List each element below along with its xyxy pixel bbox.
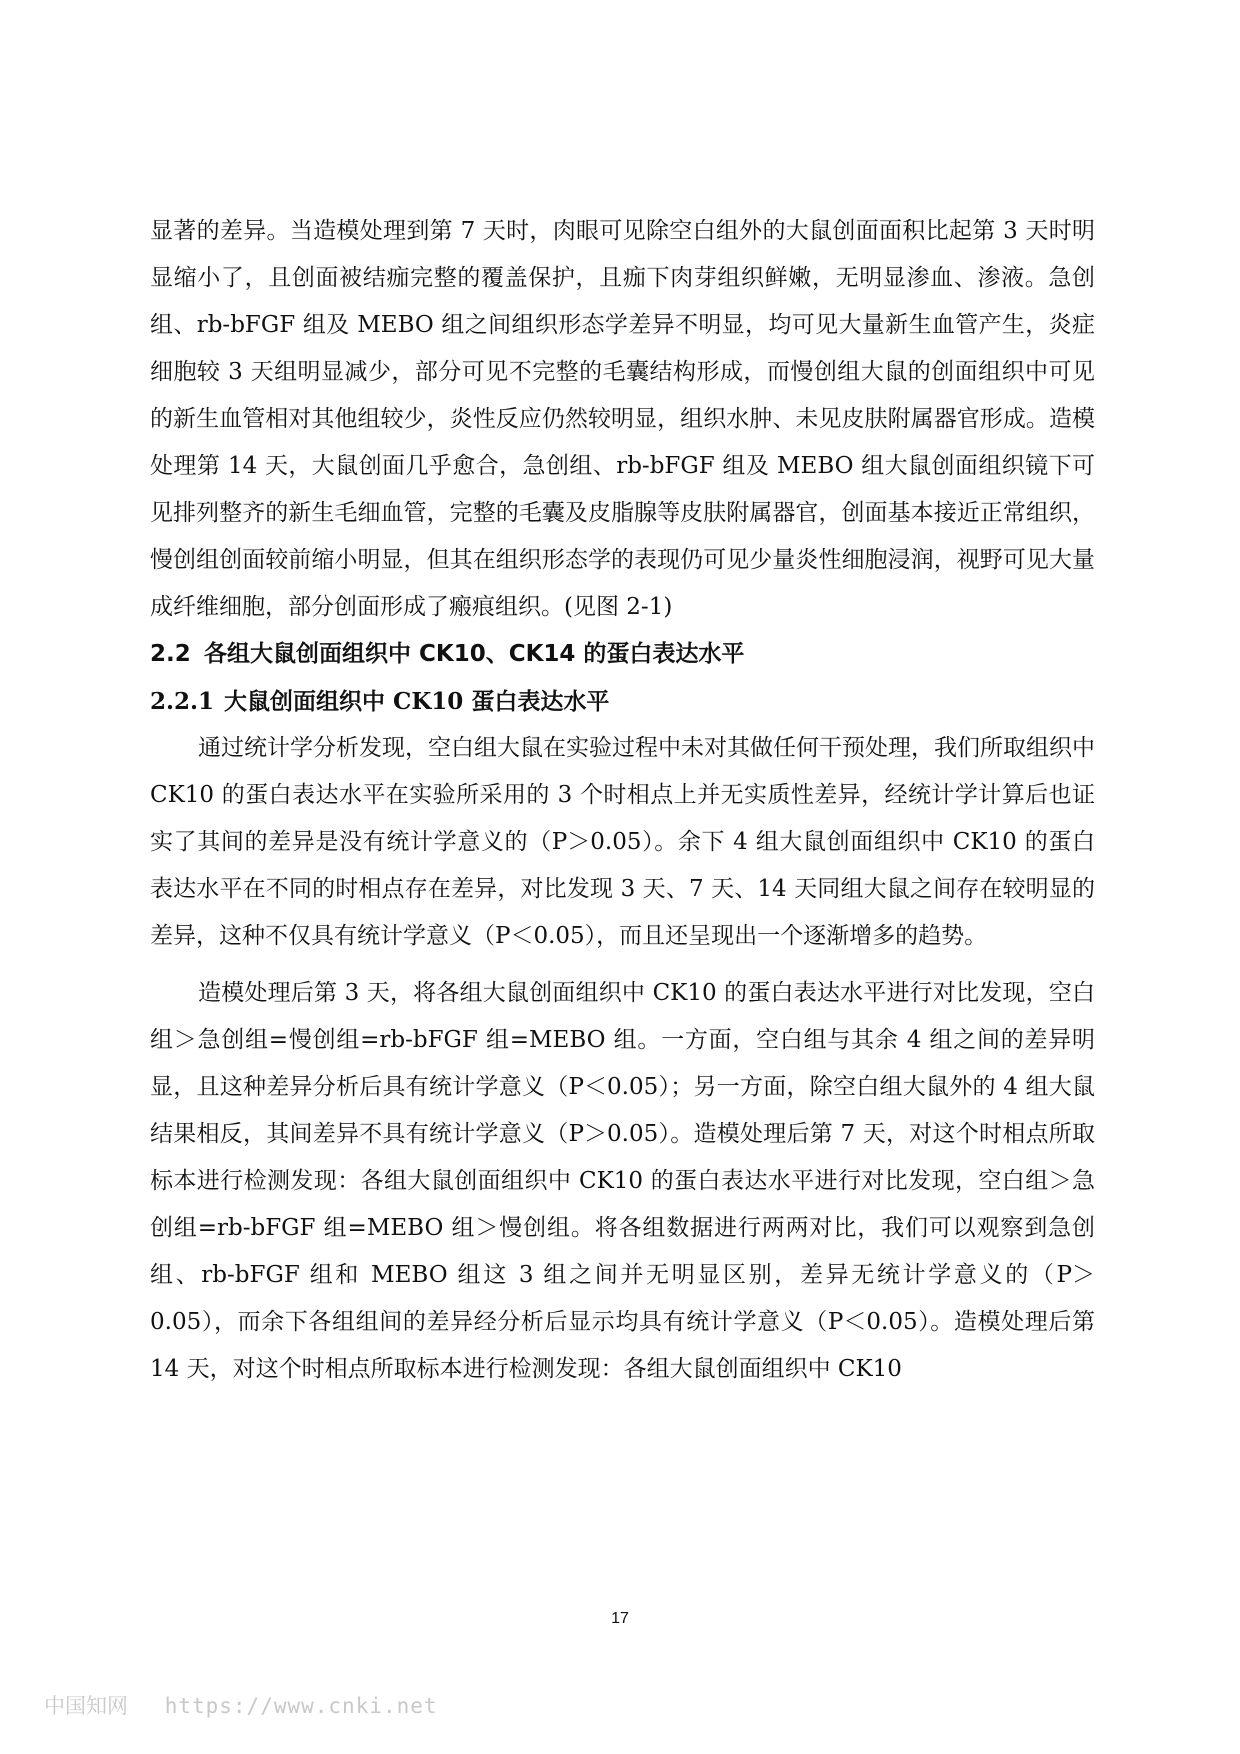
cnki-watermark <box>44 1690 438 1720</box>
paragraph-statistics: 通过统计学分析发现，空白组大鼠在实验过程中未对其做任何干预处理，我们所取组织中 CK10 的蛋白表达水平在实验所采用的 3 个时相点上并无实质性差异，经统计学计算后也证实了其间的差异是没有统计学意义的（P＞0.05）。余下 4 组大鼠创面组织中 CK10 的蛋白表达水平在不同的时相点存在差异，对比发现 3 天、7 天、14 天同组大鼠之间存在较明显的差异，这种不仅具有统计学意义（P＜0.05），而且还呈现出一个逐渐增多的趋势。 <box>150 735 1095 949</box>
section-number: 2.2 <box>150 641 191 667</box>
section-title: 各组大鼠创面组织中 CK10、CK14 的蛋白表达水平 <box>204 641 745 667</box>
subsection-title: 大鼠创面组织中 CK10 蛋白表达水平 <box>224 688 610 715</box>
paragraph-results: 造模处理后第 3 天，将各组大鼠创面组织中 CK10 的蛋白表达水平进行对比发现，空白组＞急创组=慢创组=rb-bFGF 组=MEBO 组。一方面，空白组与其余 4 组之间的差异明显，且这种差异分析后具有统计学意义（P＜0.05）；另一方面，除空白组大鼠外的 4 组大鼠结果相反，其间差异不具有统计学意义（P＞0.05）。造模处理后第 7 天，对这个时相点所取标本进行检测发现：各组大鼠创面组织中 CK10 的蛋白表达水平进行对比发现，空白组＞急创组=rb-bFGF 组=MEBO 组＞慢创组。将各组数据进行两两对比，我们可以观察到急创组、rb-bFGF 组和 MEBO 组这 3 组之间并无明显区别，差异无统计学意义的（P＞0.05），而余下各组组间的差异经分析后显示均具有统计学意义（P＜0.05）。造模处理后第 14 天，对这个时相点所取标本进行检测发现：各组大鼠创面组织中 CK10 <box>150 980 1095 1382</box>
body-text <box>150 208 1095 1393</box>
watermark-url: https://www.cnki.net <box>164 1694 438 1718</box>
page-number: 17 <box>611 1610 629 1627</box>
subsection-number: 2.2.1 <box>150 688 215 715</box>
paragraph-gap <box>150 960 1095 970</box>
section-heading-2-2 <box>150 631 1095 678</box>
watermark-name: 中国知网 <box>44 1694 128 1718</box>
subsection-heading-2-2-1 <box>150 678 1095 725</box>
paragraph-continued: 显著的差异。当造模处理到第 7 天时，肉眼可见除空白组外的大鼠创面面积比起第 3 天时明显缩小了，且创面被结痂完整的覆盖保护，且痂下肉芽组织鲜嫩，无明显渗血、渗液。急创组、rb-bFGF 组及 MEBO 组之间组织形态学差异不明显，均可见大量新生血管产生，炎症细胞较 3 天组明显减少，部分可见不完整的毛囊结构形成，而慢创组大鼠的创面组织中可见的新生血管相对其他组较少，炎性反应仍然较明显，组织水肿、未见皮肤附属器官形成。造模处理第 14 天，大鼠创面几乎愈合，急创组、rb-bFGF 组及 MEBO 组大鼠创面组织镜下可见排列整齐的新生毛细血管，完整的毛囊及皮脂腺等皮肤附属器官，创面基本接近正常组织，慢创组创面较前缩小明显，但其在组织形态学的表现仍可见少量炎性细胞浸润，视野可见大量成纤维细胞，部分创面形成了瘢痕组织。(见图 2-1) <box>150 218 1095 620</box>
